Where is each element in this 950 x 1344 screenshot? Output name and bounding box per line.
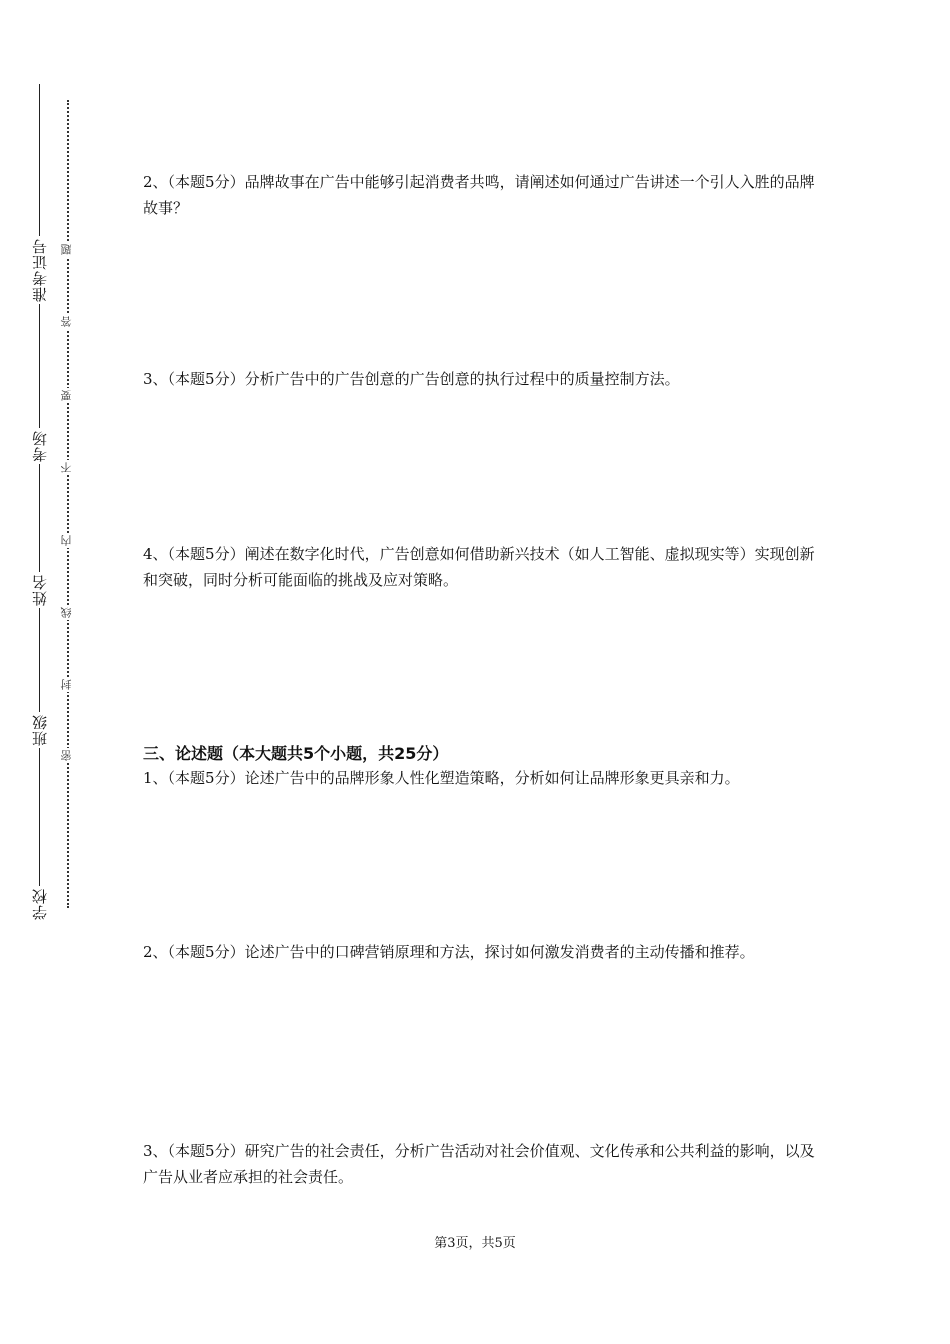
exam-id-label: 准考证号 [31, 238, 49, 302]
seal-dotted-line [67, 100, 69, 908]
room-label: 考场 [31, 430, 49, 462]
seal-char: 封 [60, 679, 73, 690]
seal-char: 要 [60, 390, 73, 401]
seal-char: 内 [60, 535, 73, 546]
question-2-3: 3、（本题5分）分析广告中的广告创意的广告创意的执行过程中的质量控制方法。 [143, 370, 680, 388]
question-2-2: 2、（本题5分）品牌故事在广告中能够引起消费者共鸣，请阐述如何通过广告讲述一个引人入胜的品牌故事？ [143, 173, 815, 217]
page-number: 第3页，共5页 [434, 1236, 516, 1251]
seal-char: 不 [60, 462, 73, 473]
seal-char: 密 [60, 750, 73, 761]
question-3-2: 2、（本题5分）论述广告中的口碑营销原理和方法，探讨如何激发消费者的主动传播和推荐。 [143, 943, 755, 961]
question-2-4: 4、（本题5分）阐述在数字化时代，广告创意如何借助新兴技术（如人工智能、虚拟现实等）实现创新和突破，同时分析可能面临的挑战及应对策略。 [143, 545, 815, 589]
school-label: 学校 [31, 888, 49, 920]
seal-char: 答 [60, 316, 73, 327]
question-3-1: 1、（本题5分）论述广告中的品牌形象人性化塑造策略，分析如何让品牌形象更具亲和力。 [143, 769, 740, 787]
name-label: 姓名 [31, 574, 49, 606]
binding-margin [0, 0, 100, 1344]
class-label: 班级 [31, 714, 49, 746]
binding-solid-line [39, 84, 40, 920]
section-title: 三、论述题（本大题共5个小题，共25分） [143, 744, 449, 763]
seal-char: 线 [60, 607, 73, 618]
question-3-3: 3、（本题5分）研究广告的社会责任，分析广告活动对社会价值观、文化传承和公共利益的影响，以及广告从业者应承担的社会责任。 [143, 1142, 815, 1186]
seal-char: 题 [60, 244, 73, 255]
